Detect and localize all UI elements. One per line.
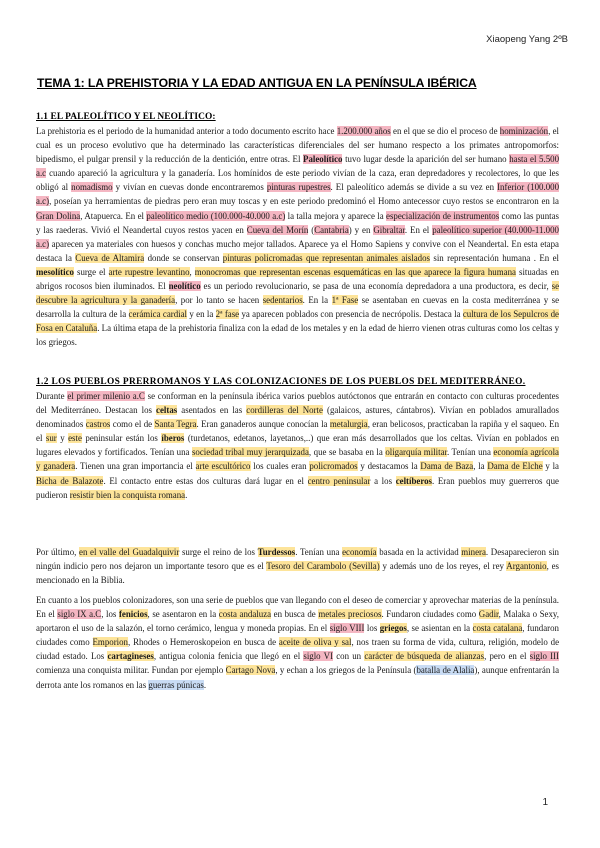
highlighted-text: pinturas policromadas que representan animales aislados <box>222 252 430 263</box>
body-text: , Atapuerca. En el <box>80 210 147 221</box>
body-text: con un <box>333 651 365 662</box>
body-text: tuvo lugar desde la aparición del ser humano <box>342 154 510 165</box>
highlighted-text: sedentarios <box>262 295 303 306</box>
highlighted-text: en el valle del Guadalquivir <box>79 547 180 557</box>
highlighted-text: Cueva de Altamira <box>75 252 145 263</box>
body-text: y vivían en cuevas donde encontraremos <box>112 182 267 193</box>
section-paragraph <box>36 593 559 692</box>
highlighted-text: Dama de Elche <box>487 461 543 472</box>
highlighted-text: 2ª fase <box>215 309 240 320</box>
body-text: . <box>203 679 207 690</box>
highlighted-text: Gibraltar <box>373 224 405 235</box>
highlighted-text: guerras púnicas <box>148 679 204 690</box>
highlighted-text: oligarquía militar <box>385 447 447 458</box>
body-text: . Tenían una <box>446 447 494 458</box>
body-text: cuando apareció la agricultura y la ganadería. Los homínidos de este periodo vivían de la caza, eran depredadores y recolectores, lo que les obligó al <box>36 168 559 193</box>
highlighted-text: cordilleras del Norte <box>246 405 323 416</box>
body-text: surge el reino de los <box>179 547 258 557</box>
highlighted-text: economía <box>342 547 377 557</box>
highlighted-text: Cueva del Morín <box>246 224 309 235</box>
body-text: , poseían ya herramientas de piedras pero eran muy toscas y en este periodo predominó el Homo antecessor cuyo restos se encontraron en la <box>49 196 559 207</box>
body-text: . Tenían una <box>295 547 343 557</box>
body-text: , se asentaron en la <box>147 609 219 620</box>
highlighted-text: arte escultórico <box>195 461 251 472</box>
body-text: (turdetanos, edetanos, layetanos,..) que eran más desarrollados que los celtas. Vivían en poblados en lugares elevados y fortificados. Tenían una <box>36 433 560 458</box>
highlighted-text: celtíberos <box>395 475 432 486</box>
highlighted-text: Bicha de Balazote <box>36 475 104 486</box>
body-text: y la <box>542 461 559 472</box>
author-header: Xiaopeng Yang 2ºB <box>486 34 568 45</box>
highlighted-text: hominización <box>499 126 549 136</box>
body-text: en busca de <box>271 609 319 620</box>
body-text: comienza una conquista militar. Fundan por ejemplo <box>36 665 226 676</box>
body-text: . En la <box>302 295 332 306</box>
body-text: , el cual es un proceso evolutivo que ha determinado las características diferenciales del ser humano respecto a los primates antropomorfos: bipedismo, el pulgar prensil y la reducción de la dentición, entre otras. El <box>36 126 559 165</box>
highlighted-text: nomadismo <box>71 182 113 193</box>
highlighted-text: 1ª Fase <box>331 295 359 306</box>
highlighted-text: mesolítico <box>36 266 74 277</box>
body-text: asentados en las <box>177 405 247 416</box>
highlighted-text: batalla de Alalia <box>416 665 475 676</box>
body-text: . Tienen una gran importancia el <box>75 461 196 472</box>
highlighted-text: paleolítico superior (40.000-11.000 a.c) <box>36 224 559 249</box>
body-text: Durante <box>36 391 68 401</box>
page-number: 1 <box>542 797 548 808</box>
highlighted-text: Turdessos <box>257 547 296 557</box>
body-text: ) y en <box>348 224 374 235</box>
highlighted-text: Inferior (100.000 a.c) <box>36 182 560 207</box>
highlighted-text: Gran Dolina <box>36 210 81 221</box>
highlighted-text: policromados <box>309 461 358 472</box>
highlighted-text: Cantabria <box>314 224 349 235</box>
body-text: . La última etapa de la prehistoria finaliza con la edad de los metales y en la edad de hierro vienen otras culturas como los celtas y los griegos. <box>36 323 560 348</box>
highlighted-text: costa andaluza <box>218 609 272 620</box>
body-text: aparecen ya materiales con huesos y conchas mucho mejor tallados. Aparece ya el Homo Sapiens y convive con el Neandertal. En esta etapa destaca la <box>36 238 559 263</box>
body-text: ), aunque enfrentarán la derrota ante los romanos en las <box>36 665 560 690</box>
body-text: , pero en el <box>484 651 530 662</box>
body-text: . Eran pueblos muy guerreros que pudieron <box>36 475 559 500</box>
body-text: , por lo tanto se hacen <box>175 295 263 306</box>
highlighted-text: pinturas rupestres <box>266 182 331 193</box>
body-text: , antigua colonia fenicia que llegó en el <box>153 651 304 662</box>
section-paragraph <box>36 545 559 587</box>
body-text: . Fundaron ciudades como <box>381 609 479 620</box>
body-text: se conforman en la península ibérica varios pueblos autóctonos que entrarán en contacto con culturas procedentes del Mediterráneo. Destacan los <box>36 391 559 416</box>
section-title-pueblos-prerromanos: 1.2 LOS PUEBLOS PRERROMANOS Y LAS COLONIZACIONES DE LOS PUEBLOS DEL MEDITERRÁNEO. <box>36 377 526 387</box>
highlighted-text: fenicios <box>118 609 148 620</box>
body-text: es un periodo revolucionario, se pasa de una economía depredadora a una productora, es decir, <box>200 281 552 292</box>
highlighted-text: cerámica cardial <box>128 309 188 320</box>
page-title-text: TEMA 1: LA PREHISTORIA Y LA EDAD ANTIGUA EN LA PENÍNSULA IBÉRICA <box>37 76 477 90</box>
highlighted-text: Emporion <box>92 637 128 648</box>
highlighted-text: metales preciosos <box>318 609 382 620</box>
highlighted-text: íberos <box>161 433 185 444</box>
body-text: surge el <box>73 266 109 277</box>
highlighted-text: el primer milenio a.C <box>67 391 145 401</box>
highlighted-text: paleolítico medio (100.000-40.000 a.c) <box>146 210 286 221</box>
highlighted-text: siglo VIII <box>329 623 365 634</box>
body-text: , Malaka o Sexy, aportaron el uso de la salazón, el torno cerámico, lengua y moneda propias. En el <box>36 609 559 634</box>
highlighted-text: monocromas que representan escenas esquemáticas en las que aparece la figura humana <box>194 266 516 277</box>
body-text: basada en la actividad <box>376 547 462 557</box>
highlighted-text: 1.200.000 años <box>336 126 391 136</box>
body-text: . <box>185 489 188 500</box>
body-text: y en la <box>187 309 216 320</box>
body-text: ya aparecen poblados con presencia de necrópolis. Destaca la <box>239 309 463 320</box>
body-text: , Rhodes o Hemeroskopeion en busca de <box>128 637 279 648</box>
body-text: , es mencionado en la Biblia. <box>36 561 559 586</box>
body-text: y destacamos la <box>357 461 421 472</box>
body-text: , y echan a los griegos de la Península ( <box>275 665 417 676</box>
highlighted-text: arte rupestre levantino <box>108 266 190 277</box>
highlighted-text: neolítico <box>168 281 201 292</box>
body-text: . El contacto entre estas dos culturas dará lugar en el <box>103 475 308 486</box>
body-text: donde se conservan <box>144 252 223 263</box>
highlighted-text: siglo IX a.C <box>57 609 102 620</box>
body-text: Por último, <box>36 547 80 557</box>
highlighted-text: Santa Tegra <box>154 419 197 430</box>
body-text: . Eran ganaderos aunque conocían la <box>196 419 330 430</box>
highlighted-text: siglo III <box>529 651 559 662</box>
body-text: situadas en abrigos rocosos bien iluminados. El <box>36 266 559 292</box>
highlighted-text: minera <box>461 547 486 557</box>
highlighted-text: economía agrícola y ganadera <box>36 447 559 472</box>
body-text: La prehistoria es el periodo de la humanidad anterior a todo documento escrito hace <box>36 126 337 136</box>
body-text: , los <box>101 609 119 620</box>
highlighted-text: se descubre la agricultura y la ganadería <box>36 281 560 306</box>
section-paragraph <box>36 389 559 502</box>
body-text: . El paleolítico además se divide a su vez en <box>330 182 498 193</box>
page-title <box>36 76 566 90</box>
highlighted-text: costa catalana <box>472 623 523 634</box>
highlighted-text: este <box>68 433 82 444</box>
highlighted-text: metalurgia <box>329 419 368 430</box>
section-paragraph <box>36 124 559 350</box>
body-text: y además uno de los reyes, el rey <box>379 561 507 572</box>
highlighted-text: resistir bien la conquista romana <box>69 489 186 500</box>
highlighted-text: Argantonio <box>506 561 547 572</box>
highlighted-text: castros <box>85 419 111 430</box>
body-text: . En el <box>404 224 433 235</box>
body-text: la talla mejora y aparece la <box>285 210 387 221</box>
body-text: , eran belicosos, practicaban la rapiña y el saqueo. En el <box>36 419 560 444</box>
highlighted-text: Paleolítico <box>303 154 343 165</box>
body-text: los <box>364 623 380 634</box>
body-text: , que se basaba en la <box>308 447 386 458</box>
body-text: a los <box>370 475 396 486</box>
body-text: en el que se dio el proceso de <box>390 126 500 136</box>
highlighted-text: especialización de instrumentos <box>386 210 500 221</box>
highlighted-text: sociedad tribal muy jerarquizada <box>191 447 309 458</box>
highlighted-text: cartagineses <box>107 651 154 662</box>
highlighted-text: sur <box>45 433 57 444</box>
body-text: . Desaparecieron sin ningún indicio pero nos dejaron un importante tesoro que es el <box>36 547 559 572</box>
body-text: ( <box>308 224 315 235</box>
highlighted-text: celtas <box>156 405 178 416</box>
highlighted-text: Cartago Nova <box>225 665 276 676</box>
section-title-paleolitico: 1.1 EL PALEOLÍTICO Y EL NEOLÍTICO: <box>36 112 216 122</box>
body-text: y <box>56 433 69 444</box>
highlighted-text: centro peninsular <box>307 475 371 486</box>
highlighted-text: Gadir <box>478 609 499 620</box>
highlighted-text: cultura de los Sepulcros de Fosa en Cataluña <box>36 309 559 334</box>
body-text: peninsular están los <box>81 433 162 444</box>
highlighted-text: siglo VI <box>303 651 334 662</box>
body-text: (galaicos, astures, cántabros). Vivían en poblados amurallados denominados <box>36 405 559 430</box>
body-text: como el de <box>110 419 155 430</box>
body-text: sin representación humana . En el <box>429 252 559 263</box>
highlighted-text: griegos <box>379 623 407 634</box>
body-text: se asentaban en cuevas en la costa mediterránea y se desarrolla la cultura de la <box>36 295 560 320</box>
body-text: , fundaron ciudades como <box>36 623 559 648</box>
body-text: , nos traen su forma de vida, cultura, religión, modelo de ciudad estado. Los <box>36 637 560 662</box>
body-text: En cuanto a los pueblos colonizadores, son una serie de pueblos que van llegando con el deseo de comerciar y aprovechar materias de la península. En el <box>36 595 559 620</box>
highlighted-text: Dama de Baza <box>420 461 474 472</box>
body-text: , se asientan en la <box>406 623 473 634</box>
body-text: como las puntas y las raederas. Vivió el Neandertal cuyos restos yacen en <box>36 210 559 235</box>
highlighted-text: Tesoro del Carambolo (Sevilla) <box>266 561 380 572</box>
highlighted-text: aceite de oliva y sal <box>278 637 352 648</box>
body-text: , <box>189 266 195 277</box>
body-text: los cuales eran <box>250 461 310 472</box>
highlighted-text: carácter de búsqueda de alianzas <box>364 651 485 662</box>
body-text: , la <box>473 461 488 472</box>
highlighted-text: hasta el 5.500 a.c <box>36 154 560 179</box>
